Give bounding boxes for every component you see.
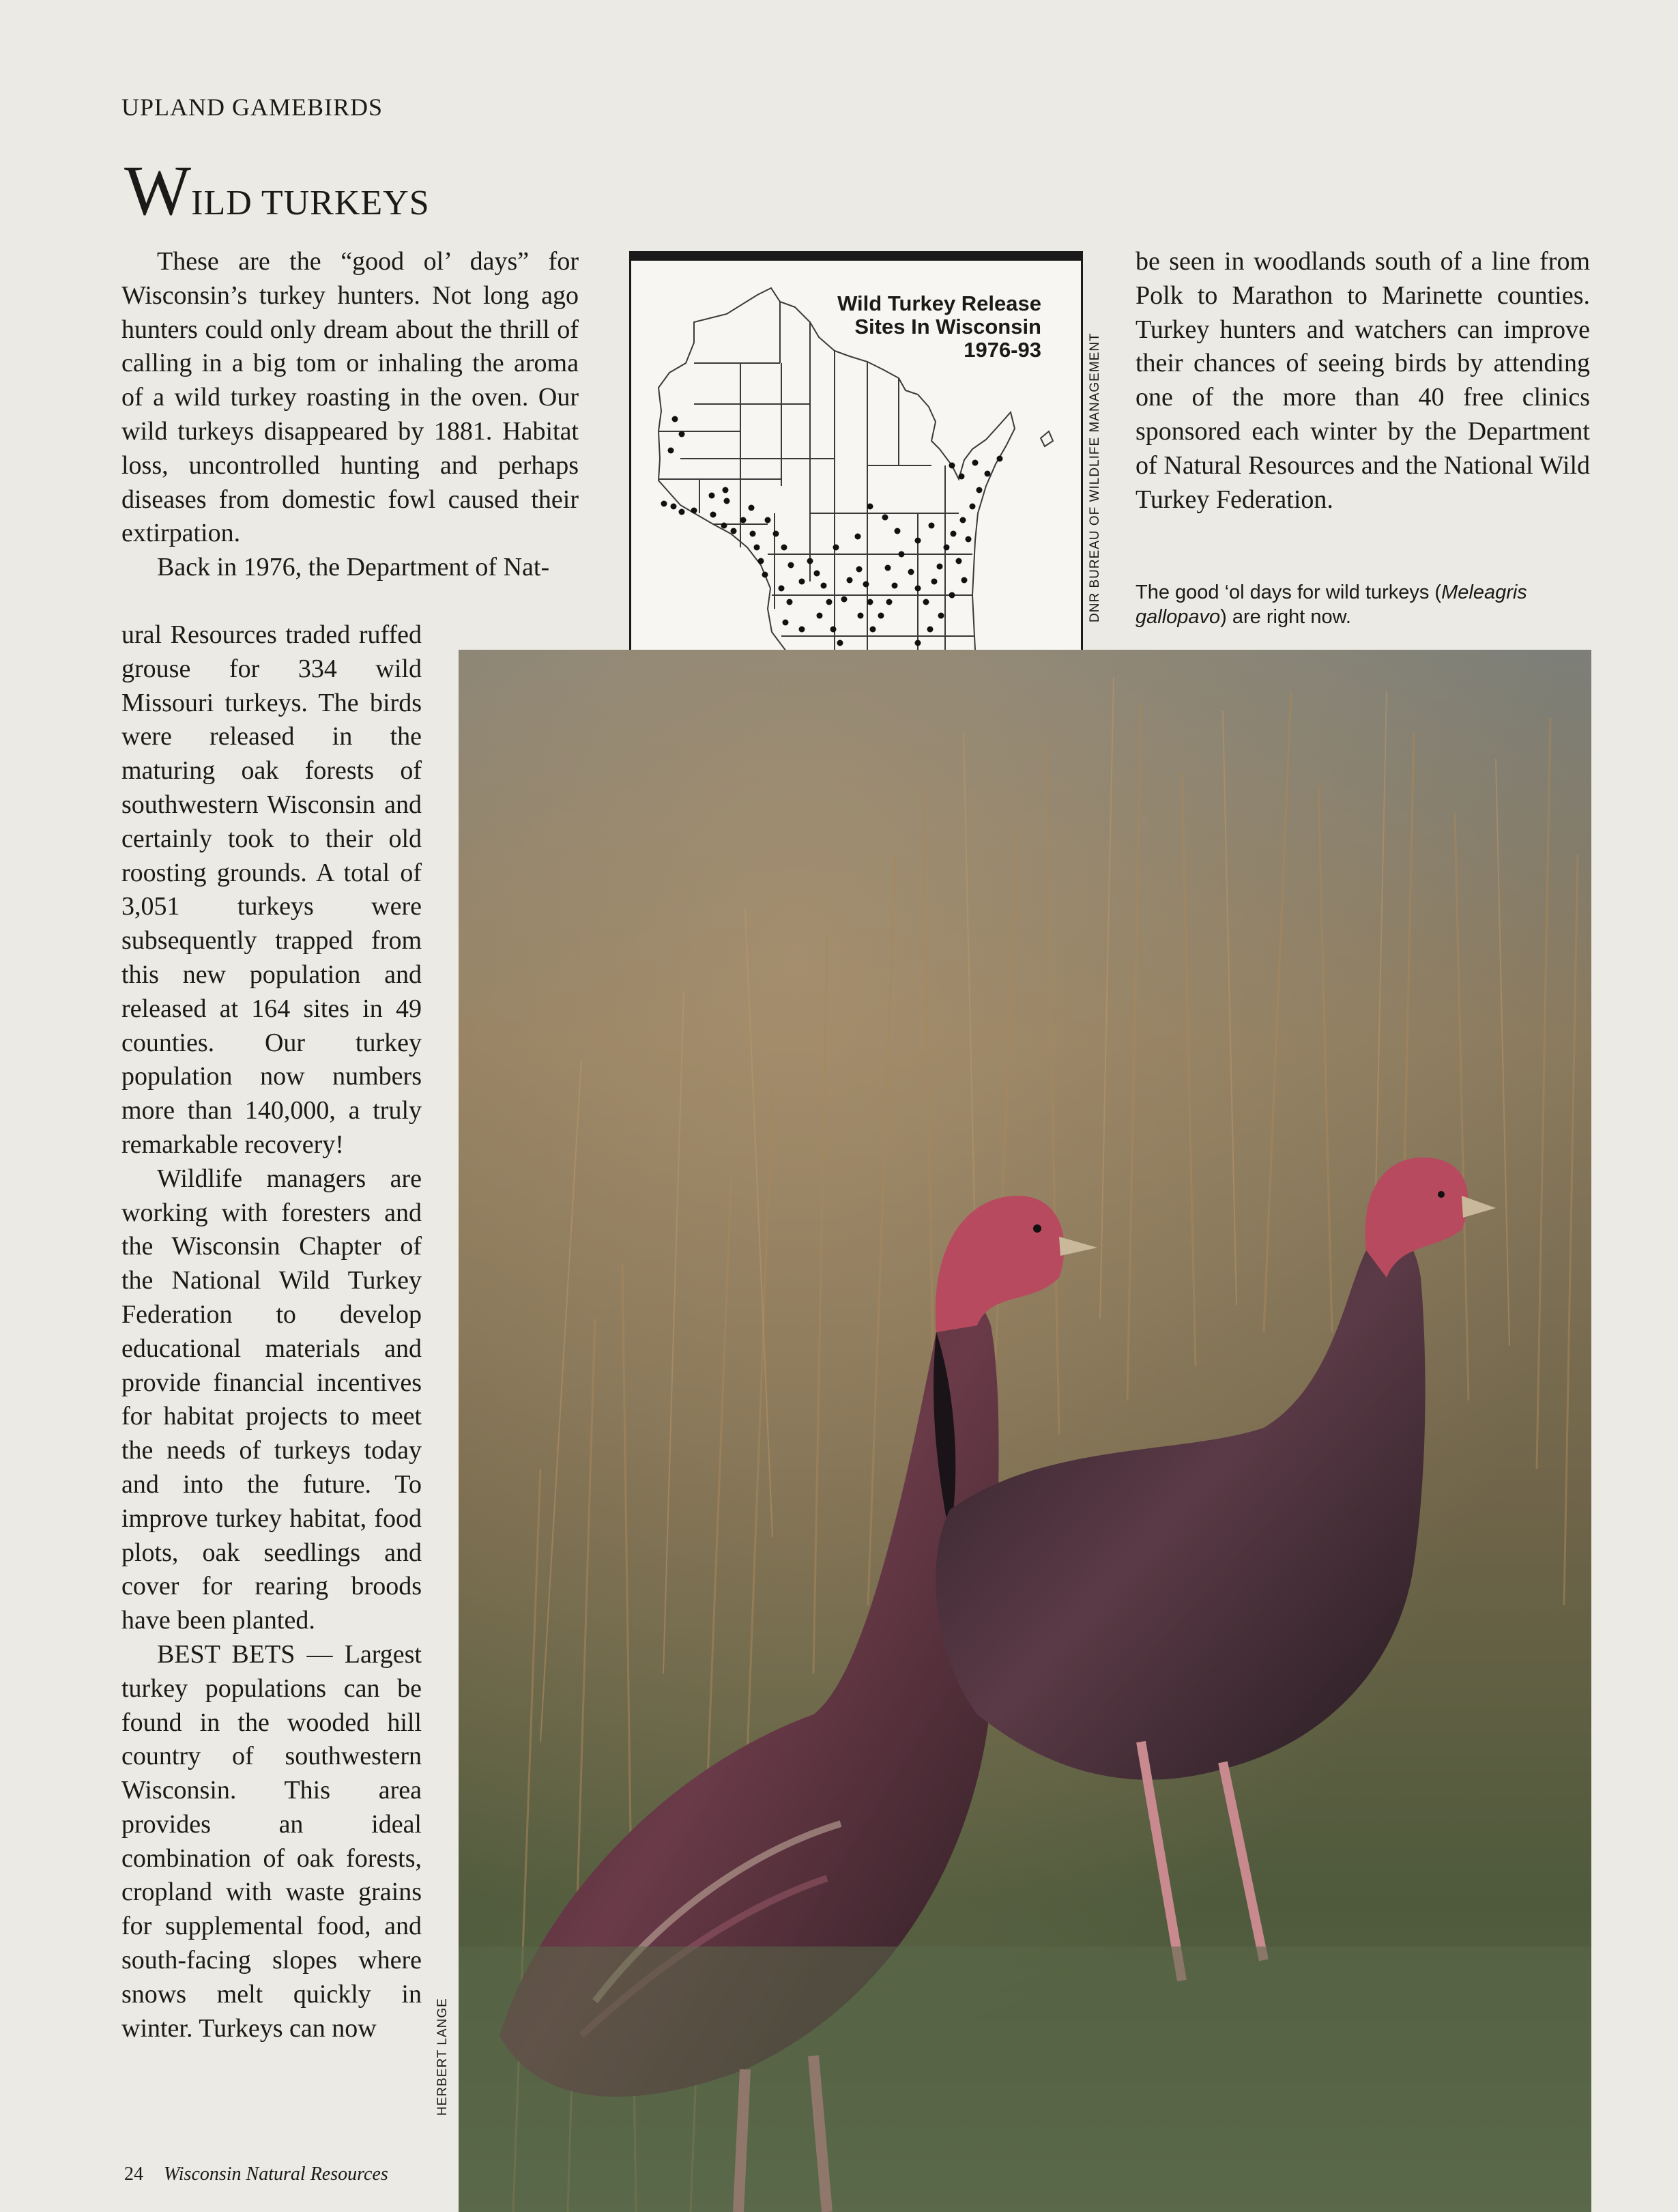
photo-caption: [1135, 580, 1572, 629]
paragraph-history-rest: ural Resources traded ruffed grouse for 334 wild Missouri turkeys. The birds were released in the maturing oak forests of southwestern Wisconsin and certainly took to their old roosting grounds. A total of 3,051 turkeys were subsequently trapped from this new population and released at 164 sites in 49 counties. Our turkey population now numbers more than 140,000, a truly remarkable recovery!: [121, 620, 422, 1159]
door-peninsula-outline: [1041, 431, 1053, 446]
map-title: [796, 292, 1041, 362]
paragraph-history-start: Back in 1976, the Department of Nat-: [157, 553, 550, 582]
paragraph-intro: These are the “good ol’ days” for Wisconsin’s turkey hunters. Not long ago hunters could only dream about the thrill of calling in a big tom or inhaling the aroma of a wild turkey roasting in the oven. Our wild turkeys disappeared by 1881. Habitat loss, uncontrolled hunting and perhaps diseases from domestic fowl caused their extirpation.: [121, 247, 579, 548]
paragraph-best-bets: BEST BETS — Largest turkey populations can be found in the wooded hill country of southwestern Wisconsin. This area provides an ideal combination of oak forests, cropland with waste grains for supplemental food, and south-facing slopes where snows melt quickly in winter. Turkeys can now: [121, 1639, 422, 2043]
paragraph-continued: be seen in woodlands south of a line from Polk to Marathon to Marinette counties. Turkey hunters and watchers can improve their chances of seeing birds by attending one of the more than 40 free clinics sponsored each winter by the Department of Natural Resources and the National Wild Turkey Federation.: [1135, 247, 1590, 514]
body-column-3: [1135, 245, 1590, 517]
map-title-line-2: Sites In Wisconsin: [854, 315, 1041, 339]
paragraph-management: Wildlife managers are working with foresters and the Wisconsin Chapter of the National Wild Turkey Federation to develop educational materials and provide financial incentives for habitat projects to meet the needs of turkeys today and into the future. To improve turkey habitat, food plots, oak seedlings and cover for rearing broods have been planted.: [121, 1164, 422, 1635]
article-headline: [124, 152, 430, 230]
caption-text-before: The good ‘ol days for wild turkeys (: [1135, 581, 1442, 603]
map-credit: DNR BUREAU OF WILDLIFE MANAGEMENT: [1088, 332, 1102, 622]
page-footer: [124, 2164, 388, 2185]
turkey-photo-illustration: [459, 650, 1591, 2212]
turkey-photograph: [459, 650, 1591, 2212]
map-title-line-1: Wild Turkey Release: [837, 291, 1041, 315]
photo-credit: HERBERT LANGE: [435, 1998, 450, 2116]
page-number: 24: [124, 2164, 143, 2185]
publication-name: Wisconsin Natural Resources: [164, 2164, 388, 2185]
map-title-line-3: 1976-93: [964, 338, 1041, 362]
headline-initial: W: [124, 152, 192, 230]
body-column-1-narrow: [121, 618, 422, 2045]
caption-text-after: ) are right now.: [1220, 606, 1351, 628]
body-column-1-top: [121, 245, 579, 585]
headline-rest: ILD TURKEYS: [191, 184, 430, 222]
caption-species: Meleagris gallopavo: [1135, 581, 1527, 628]
section-label: UPLAND GAMEBIRDS: [121, 94, 384, 121]
